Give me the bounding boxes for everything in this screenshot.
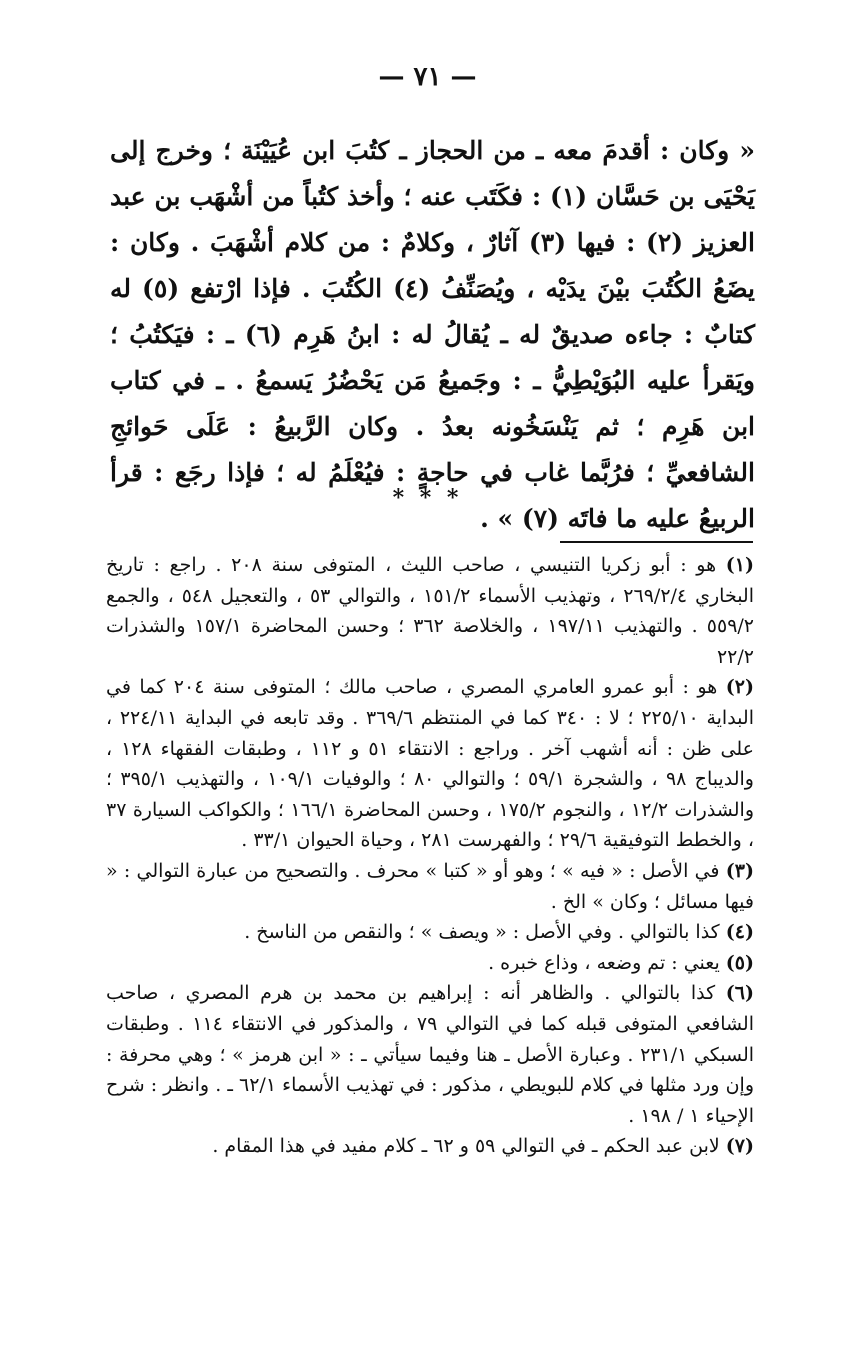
main-text: [110, 128, 755, 542]
footnote-text: هو : أبو زكريا التنيسي ، صاحب الليث ، المتوفى سنة ٢٠٨ . راجع : تاريخ البخاري ٢٦٩/٢/٤ ، وتهذيب الأسماء ١٥١/٢ ، والتوالي ٥٣ ، والتعجيل ٥٤٨ ، والجمع ٥٥٩/٢ . والتهذيب ١٩٧/١١ ، والخلاصة ٣٦٢ ؛ وحسن المحاضرة ١٥٧/١ والشذرات ٢٢/٢: [106, 554, 755, 668]
footnote-5: [106, 948, 754, 979]
footnote-text: لابن عبد الحكم ـ في التوالي ٥٩ و ٦٢ ـ كلام مفيد في هذا المقام .: [212, 1135, 720, 1158]
main-paragraph: « وكان : أقدمَ معه ـ من الحجاز ـ كتُبَ ابن عُيَيْنَة ؛ وخرج إلى يَحْيَى بن حَسَّان (١) : فكَتَب عنه ؛ وأخذ كتُباً من أشْهَب بن عبد العزيز (٢) : فيها (٣) آثارٌ ، وكلامٌ : من كلام أشْهَبَ . وكان : يضَعُ الكُتُبَ بيْنَ يدَيْه ، ويُصَنِّفُ (٤) الكُتُبَ . فإذا ارْتفع (٥) له كتابٌ : جاءه صديقٌ له ـ يُقالُ له : ابنُ هَرِم (٦) ـ : فيَكتُبُ ؛ ويَقرأ عليه البُوَيْطِيُّ ـ : وجَميعُ مَن يَحْضُرُ يَسمعُ . ـ في كتاب ابن هَرِم ؛ ثم يَنْسَخُونه بعدُ . وكان الرَّبيعُ : عَلَى حَوائجِ الشافعيِّ ؛ فرُبَّما غاب في حاجةٍ : فيُعْلَمُ له ؛ فإذا رجَع : قرأ الربيعُ عليه ما فاتَه (٧) » .: [110, 136, 755, 533]
footnote-number: (١): [725, 554, 754, 576]
footnote-rule: [560, 541, 753, 543]
footnote-number: (٤): [725, 921, 754, 944]
footnote-text: كذا بالتوالي . والظاهر أنه : إبراهيم بن محمد بن هرم المصري ، صاحب الشافعي المتوفى قبله كما في التوالي ٧٩ ، والمذكور في الانتقاء ١١٤ . وطبقات السبكي ٢٣١/١ . وعبارة الأصل ـ هنا وفيما سيأتي ـ : « ابن هرمز » ؛ وهي محرفة : وإن ورد مثلها في كلام للبويطي ، مذكور : في تهذيب الأسماء ٦٢/١ ـ . وانظر : شرح الإحياء ١ / ١٩٨ .: [106, 982, 755, 1127]
footnotes: [106, 550, 754, 1162]
footnote-number: (٢): [725, 676, 754, 699]
footnote-text: كذا بالتوالي . وفي الأصل : « ويصف » ؛ والنقص من الناسخ .: [244, 921, 720, 944]
page-number: — ٧١ —: [378, 62, 477, 92]
footnote-text: في الأصل : « فيه » ؛ وهو أو « كتبا » محرف . والتصحيح من عبارة التوالي : « فيها مسائل ؛ وكان » الخ .: [106, 859, 754, 913]
footnote-number: (٦): [725, 982, 754, 1005]
section-separator: * * *: [392, 485, 463, 511]
footnote-number: (٥): [725, 951, 754, 974]
footnote-6: [106, 978, 754, 1131]
footnote-number: (٣): [725, 859, 754, 882]
footnote-1: [106, 550, 754, 672]
footnote-7: [106, 1131, 754, 1162]
footnote-4: [106, 917, 754, 948]
footnote-number: (٧): [725, 1135, 754, 1158]
footnote-text: هو : أبو عمرو العامري المصري ، صاحب مالك ؛ المتوفى سنة ٢٠٤ كما في البداية ٢٢٥/١٠ ؛ لا : ٣٤٠ كما في المنتظم ٣٦٩/٦ . وقد تابعه في البداية ٢٢٤/١١ ، على ظن : أنه أشهب آخر . وراجع : الانتقاء ٥١ و ١١٢ ، وطبقات الفقهاء ١٢٨ ، والديباج ٩٨ ، والشجرة ٥٩/١ ؛ والتوالي ٨٠ ؛ والوفيات ١٠٩/١ ، والتهذيب ٣٩٥/١ ؛ والشذرات ١٢/٢ ، والنجوم ١٧٥/٢ ، وحسن المحاضرة ١٦٦/١ ؛ والكواكب السيارة ٣٧ ، والخطط التوفيقية ٢٩/٦ ؛ والفهرست ٢٨١ ، وحياة الحيوان ٣٣/١ .: [106, 676, 755, 852]
footnote-2: [106, 672, 754, 856]
footnote-3: [106, 856, 754, 917]
footnote-text: يعني : تم وضعه ، وذاع خبره .: [488, 951, 720, 974]
